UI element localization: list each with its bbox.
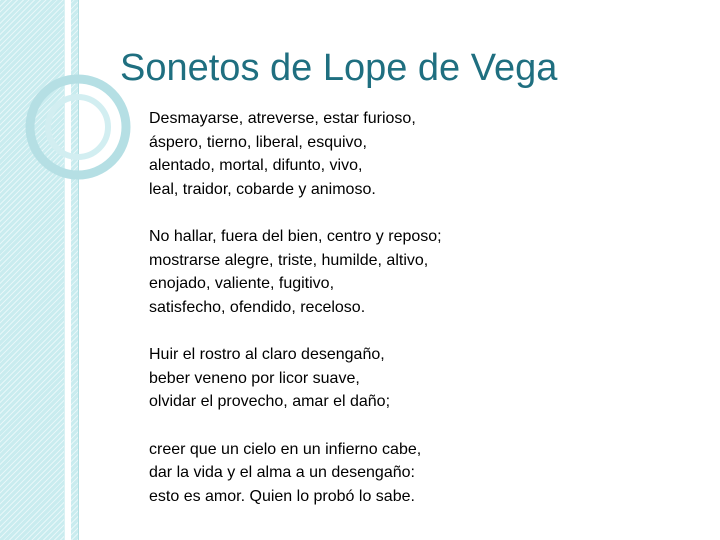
decorative-rings: [0, 0, 140, 200]
poem-line: No hallar, fuera del bien, centro y reposo;: [149, 228, 442, 245]
poem-line: beber veneno por licor suave,: [149, 369, 360, 387]
poem-line: leal, traidor, cobarde y animoso.: [149, 180, 376, 198]
poem-line: satisfecho, ofendido, receloso.: [149, 298, 366, 316]
poem-line: esto es amor. Quien lo probó lo sabe.: [149, 487, 415, 505]
stanza-1: [149, 107, 669, 201]
stanza-3: [149, 343, 669, 414]
poem-line: mostrarse alegre, triste, humilde, altivo,: [149, 251, 429, 269]
poem-line: dar la vida y el alma a un desengaño:: [149, 464, 415, 481]
decorative-ring-large: [30, 79, 126, 175]
poem-line: Desmayarse, atreverse, estar furioso,: [149, 110, 416, 127]
poem-line: alentado, mortal, difunto, vivo,: [149, 157, 363, 174]
poem-line: creer que un cielo en un infierno cabe,: [149, 440, 422, 458]
stanza-4: [149, 438, 669, 509]
decorative-ring-small: [48, 97, 108, 157]
poem-line: olvidar el provecho, amar el daño;: [149, 393, 391, 410]
poem-line: Huir el rostro al claro desengaño,: [149, 346, 385, 363]
stanza-2: [149, 225, 669, 319]
slide-title: Sonetos de Lope de Vega: [120, 47, 558, 89]
poem-line: áspero, tierno, liberal, esquivo,: [149, 133, 367, 151]
poem-line: enojado, valiente, fugitivo,: [149, 275, 335, 292]
poem: [149, 107, 669, 532]
